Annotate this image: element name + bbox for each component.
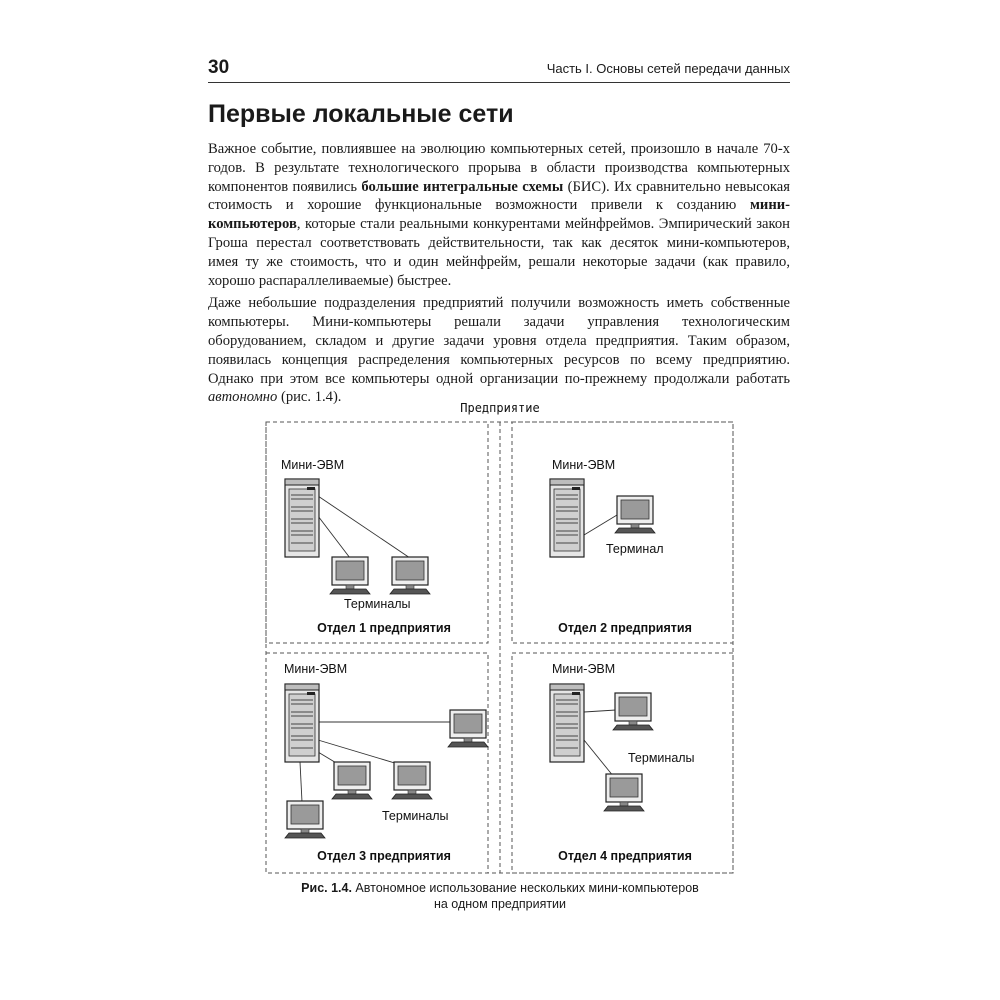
p2-run: Даже небольшие подразделения предприятий получили возможность иметь собственные компьютеры. Мини-компьютеры решали задачи управления технологическим оборудованием, складом и другие задачи уровня отдела предприятия. Таким образом, появилась концепция распределения компьютерных ресурсов по всему предприятию. Однако при этом все компьютеры одной организации по-прежнему продолжали работать (208, 295, 790, 387)
caption-label: Рис. 1.4. (301, 881, 352, 895)
p1-run: мини-компьютеров (208, 197, 790, 233)
section-title: Первые локальные сети (208, 100, 514, 128)
department-1-terminals-label: Терминалы (344, 597, 411, 611)
department-3-terminal-icon (392, 762, 432, 799)
enterprise-label: Предприятие (460, 401, 540, 415)
p2-run: автономно (208, 389, 278, 406)
p1-run: Важное событие, повлиявшее на эволюцию компьютерных сетей, произошло в начале 70-х годов. В результате технологического прорыва в области производства компьютерных компонентов появились (208, 141, 790, 195)
department-2-server-label: Мини-ЭВМ (552, 458, 616, 472)
department-1-server-label: Мини-ЭВМ (281, 458, 345, 472)
department-2-title: Отдел 2 предприятия (558, 621, 692, 635)
department-2 (550, 458, 692, 635)
department-3 (284, 662, 488, 863)
department-1-terminal-icon (330, 557, 370, 594)
department-3-server-icon (285, 684, 319, 762)
department-4-boundary (512, 653, 733, 873)
department-4-terminal-icon (604, 774, 644, 811)
p1-run: (БИС). Их сравнительно невысокая стоимость и хорошие функциональные возможности привели к созданию (208, 178, 790, 214)
p1-run: большие интегральные схемы (361, 178, 564, 195)
caption-line-1 (240, 880, 760, 896)
department-4-server-icon (550, 684, 584, 762)
page-number: 30 (208, 57, 230, 78)
department-3-terminals-label: Терминалы (382, 809, 449, 823)
department-4-server-label: Мини-ЭВМ (552, 662, 616, 676)
department-1-terminal-icon (390, 557, 430, 594)
department-1 (281, 458, 451, 635)
department-3-terminal-icon (332, 762, 372, 799)
department-3-terminal-icon (285, 801, 325, 838)
department-4 (550, 662, 695, 863)
department-3-terminal-icon (448, 710, 488, 747)
department-4-title: Отдел 4 предприятия (558, 849, 692, 863)
department-2-terminal-icon (615, 496, 655, 533)
department-2-server-icon (550, 479, 584, 557)
part-title: Часть I. Основы сетей передачи данных (546, 61, 790, 76)
department-3-server-label: Мини-ЭВМ (284, 662, 348, 676)
department-4-terminals-label: Терминалы (628, 751, 695, 765)
department-1-title: Отдел 1 предприятия (317, 621, 451, 635)
caption-text-1: Автономное использование нескольких мини-компьютеров (351, 881, 699, 895)
department-4-terminal-icon (613, 693, 653, 730)
department-3-title: Отдел 3 предприятия (317, 849, 451, 863)
figure-caption (240, 880, 760, 912)
department-2-terminals-label: Терминал (606, 542, 664, 556)
caption-line-2: на одном предприятии (433, 897, 567, 911)
p1-run: , которые стали реальными конкурентами мейнфреймов. Эмпирический закон Гроша перестал соответствовать действительности, так как десяток мини-компьютеров, имея ту же стоимость, что и один мейнфрейм, решали некоторые задачи (как правило, хорошо распараллеливаемые) быстрее. (208, 216, 790, 289)
department-1-server-icon (285, 479, 319, 557)
p2-run: (рис. 1.4). (277, 389, 342, 406)
